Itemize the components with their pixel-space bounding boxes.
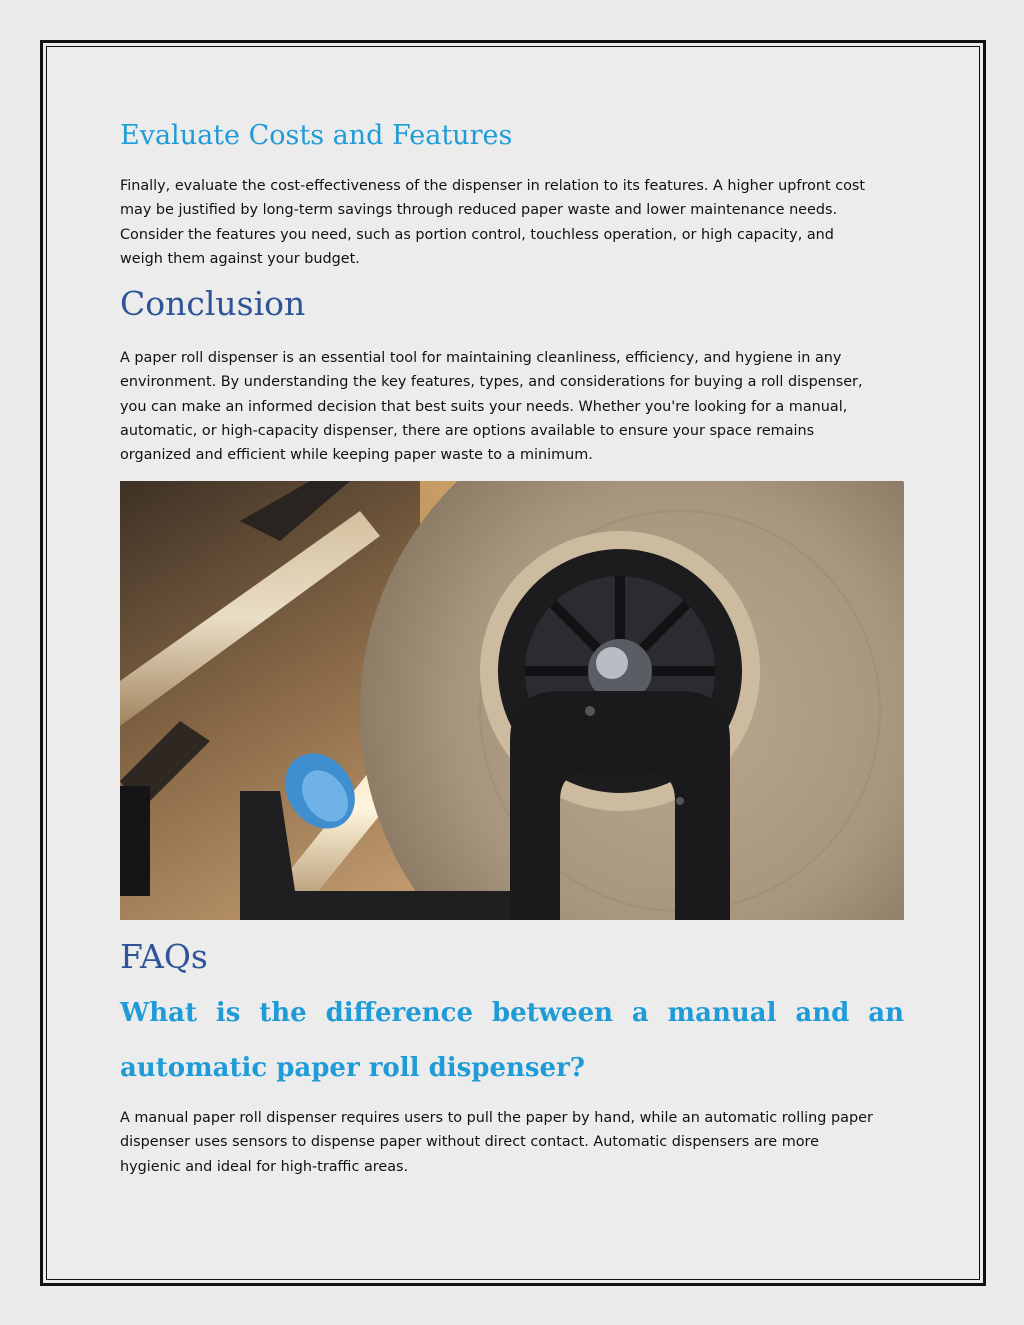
text-line: A paper roll dispenser is an essential tool for maintaining cleanliness, efficiency, and hygiene in any <box>120 350 842 366</box>
question-word: between <box>491 998 614 1028</box>
heading-conclusion: Conclusion <box>120 284 306 323</box>
paragraph-evaluate <box>120 174 910 271</box>
faq-question-line-2: automatic paper roll dispenser? <box>120 1053 586 1083</box>
text-line: dispenser uses sensors to dispense paper without direct contact. Automatic dispensers are more <box>120 1134 819 1151</box>
faq-answer <box>120 1106 910 1179</box>
question-word: and <box>795 998 850 1028</box>
text-line: hygienic and ideal for high-traffic areas. <box>120 1158 409 1175</box>
text-line: A manual paper roll dispenser requires users to pull the paper by hand, while an automatic rolling paper <box>120 1110 873 1126</box>
question-word: a <box>631 998 649 1028</box>
paper-roll-dispenser-photo <box>120 481 904 920</box>
question-word: difference <box>325 998 474 1028</box>
text-line: may be justified by long-term savings through reduced paper waste and lower maintenance needs. <box>120 202 838 219</box>
text-line: you can make an informed decision that best suits your needs. Whether you're looking for a manual, <box>120 398 848 415</box>
question-word: What <box>120 998 197 1028</box>
text-line: weigh them against your budget. <box>120 250 360 267</box>
text-line: organized and efficient while keeping paper waste to a minimum. <box>120 447 593 464</box>
question-word: manual <box>667 998 777 1028</box>
question-word: an <box>868 998 904 1028</box>
heading-evaluate-costs: Evaluate Costs and Features <box>120 120 513 151</box>
question-word: the <box>259 998 307 1028</box>
text-line: environment. By understanding the key features, types, and considerations for buying a roll dispenser, <box>120 374 863 391</box>
question-word: is <box>215 998 241 1028</box>
text-line: Consider the features you need, such as portion control, touchless operation, or high capacity, and <box>120 226 834 243</box>
text-line: automatic, or high-capacity dispenser, there are options available to ensure your space remains <box>120 422 815 439</box>
text-line: Finally, evaluate the cost-effectiveness of the dispenser in relation to its features. A higher upfront cost <box>120 178 866 194</box>
heading-faqs: FAQs <box>120 937 208 976</box>
faq-question-line-1 <box>120 998 904 1028</box>
paragraph-conclusion <box>120 346 910 467</box>
